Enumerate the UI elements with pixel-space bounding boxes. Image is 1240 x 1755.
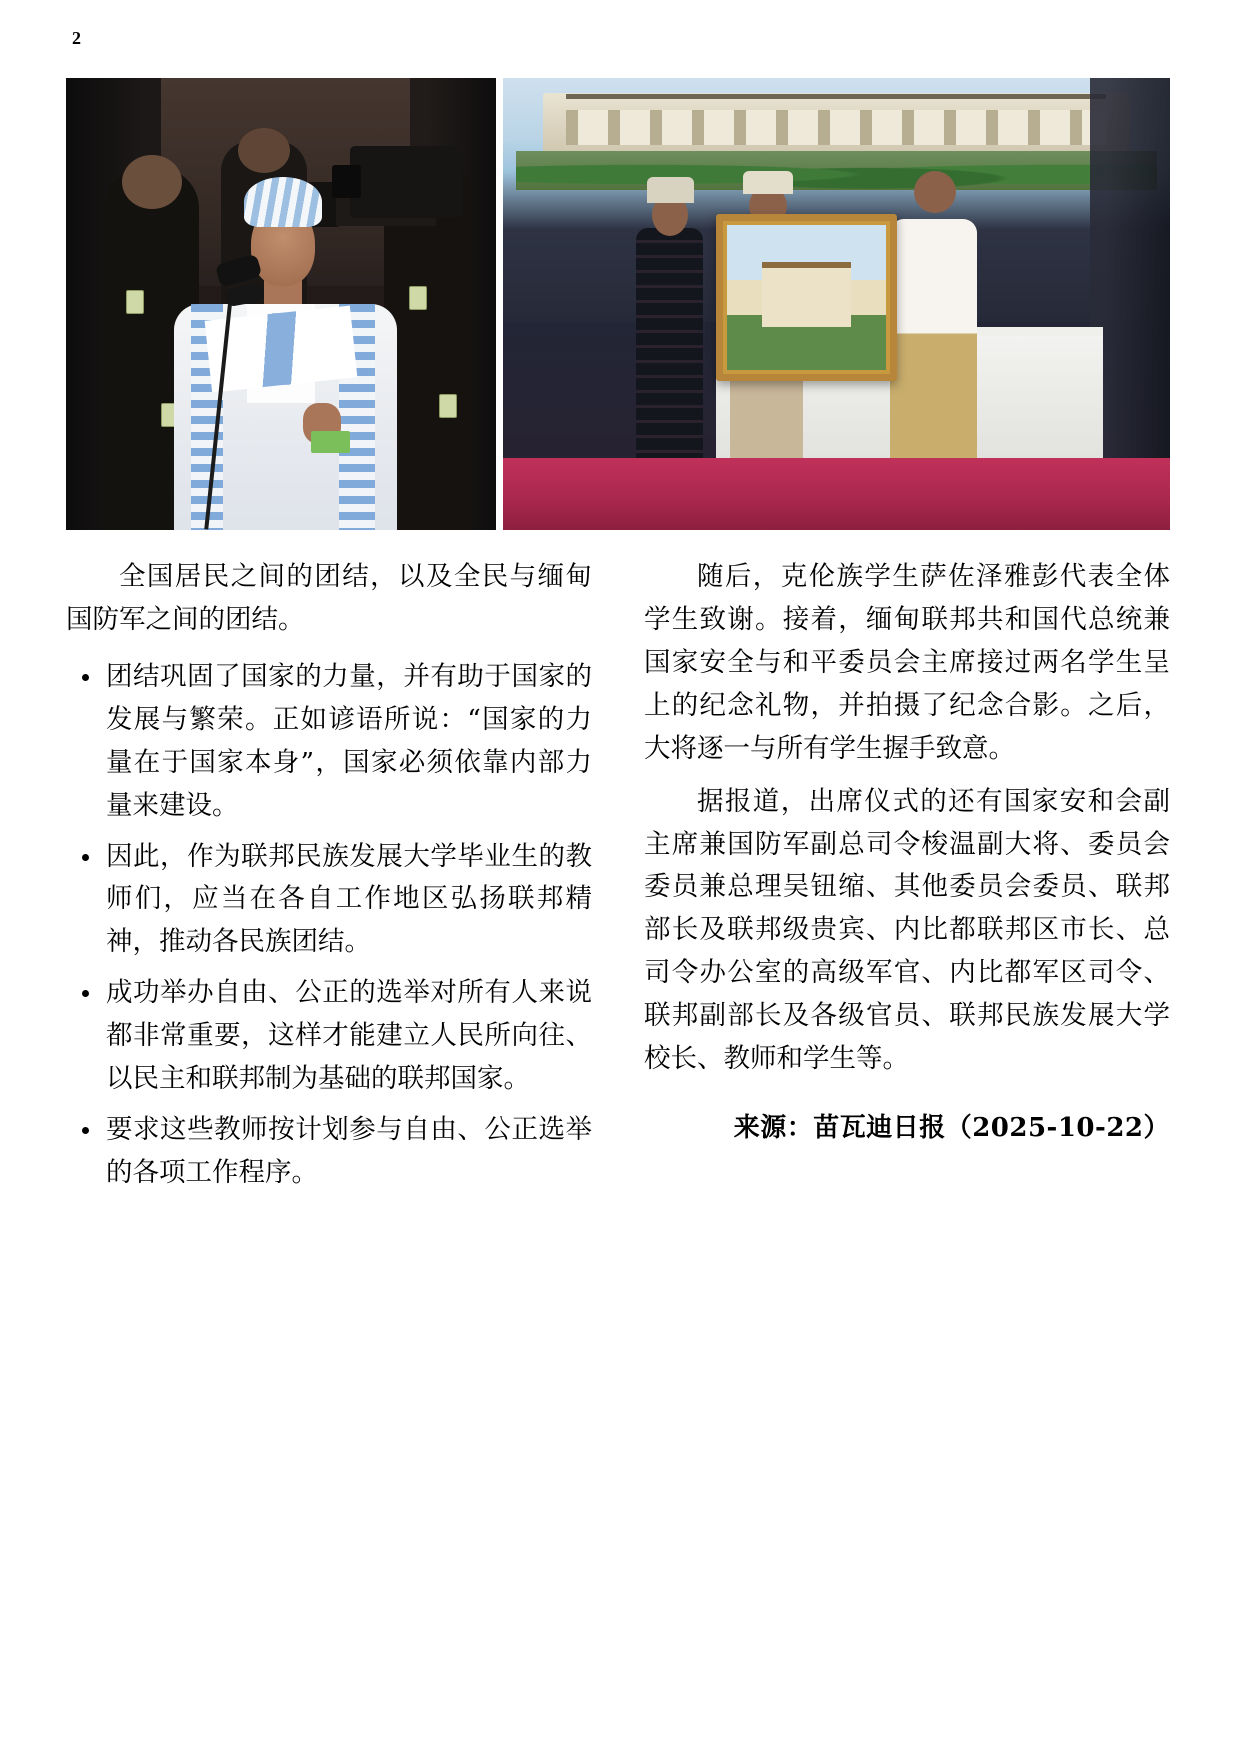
photo-student-speaking-illustration [66,78,496,530]
list-item: 因此，作为联邦民族发展大学毕业生的教师们，应当在各自工作地区弘扬联邦精神，推动各民族团结。 [66,836,592,965]
photo-gift-presentation-illustration [503,78,1170,530]
lead-paragraph: 全国居民之间的团结，以及全民与缅甸国防军之间的团结。 [66,561,592,635]
paragraph: 据报道，出席仪式的还有国家安和会副主席兼国防军副总司令梭温副大将、委员会委员兼总理吴钮缩、其他委员会委员、联邦部长及联邦级贵宾、内比都联邦区市长、总司令办公室的高级军官、内比都军区司令、联邦副部长及各级官员、联邦民族发展大学校长、教师和学生等。 [644,785,1170,1075]
figure-row [66,78,1170,530]
list-item: 成功举办自由、公正的选举对所有人来说都非常重要，这样才能建立人民所向往、以民主和联邦制为基础的联邦国家。 [66,972,592,1101]
photo-gift-presentation [503,78,1170,530]
paragraph: 随后，克伦族学生萨佐泽雅彭代表全体学生致谢。接着，缅甸联邦共和国代总统兼国家安全与和平委员会主席接过两名学生呈上的纪念礼物，并拍摄了纪念合影。之后，大将逐一与所有学生握手致意。 [644,561,1170,764]
right-column [644,556,1170,1203]
left-column [66,556,592,1203]
article-body [66,556,1170,1203]
bullet-list [66,656,592,1195]
list-item: 要求这些教师按计划参与自由、公正选举的各项工作程序。 [66,1109,592,1195]
photo-student-speaking [66,78,496,530]
page-number: 2 [72,28,81,48]
source-line: 来源：苗瓦迪日报（2025-10-22） [733,1113,1170,1144]
list-item: 团结巩固了国家的力量，并有助于国家的发展与繁荣。正如谚语所说：“国家的力量在于国家本身”，国家必须依靠内部力量来建设。 [66,656,592,828]
